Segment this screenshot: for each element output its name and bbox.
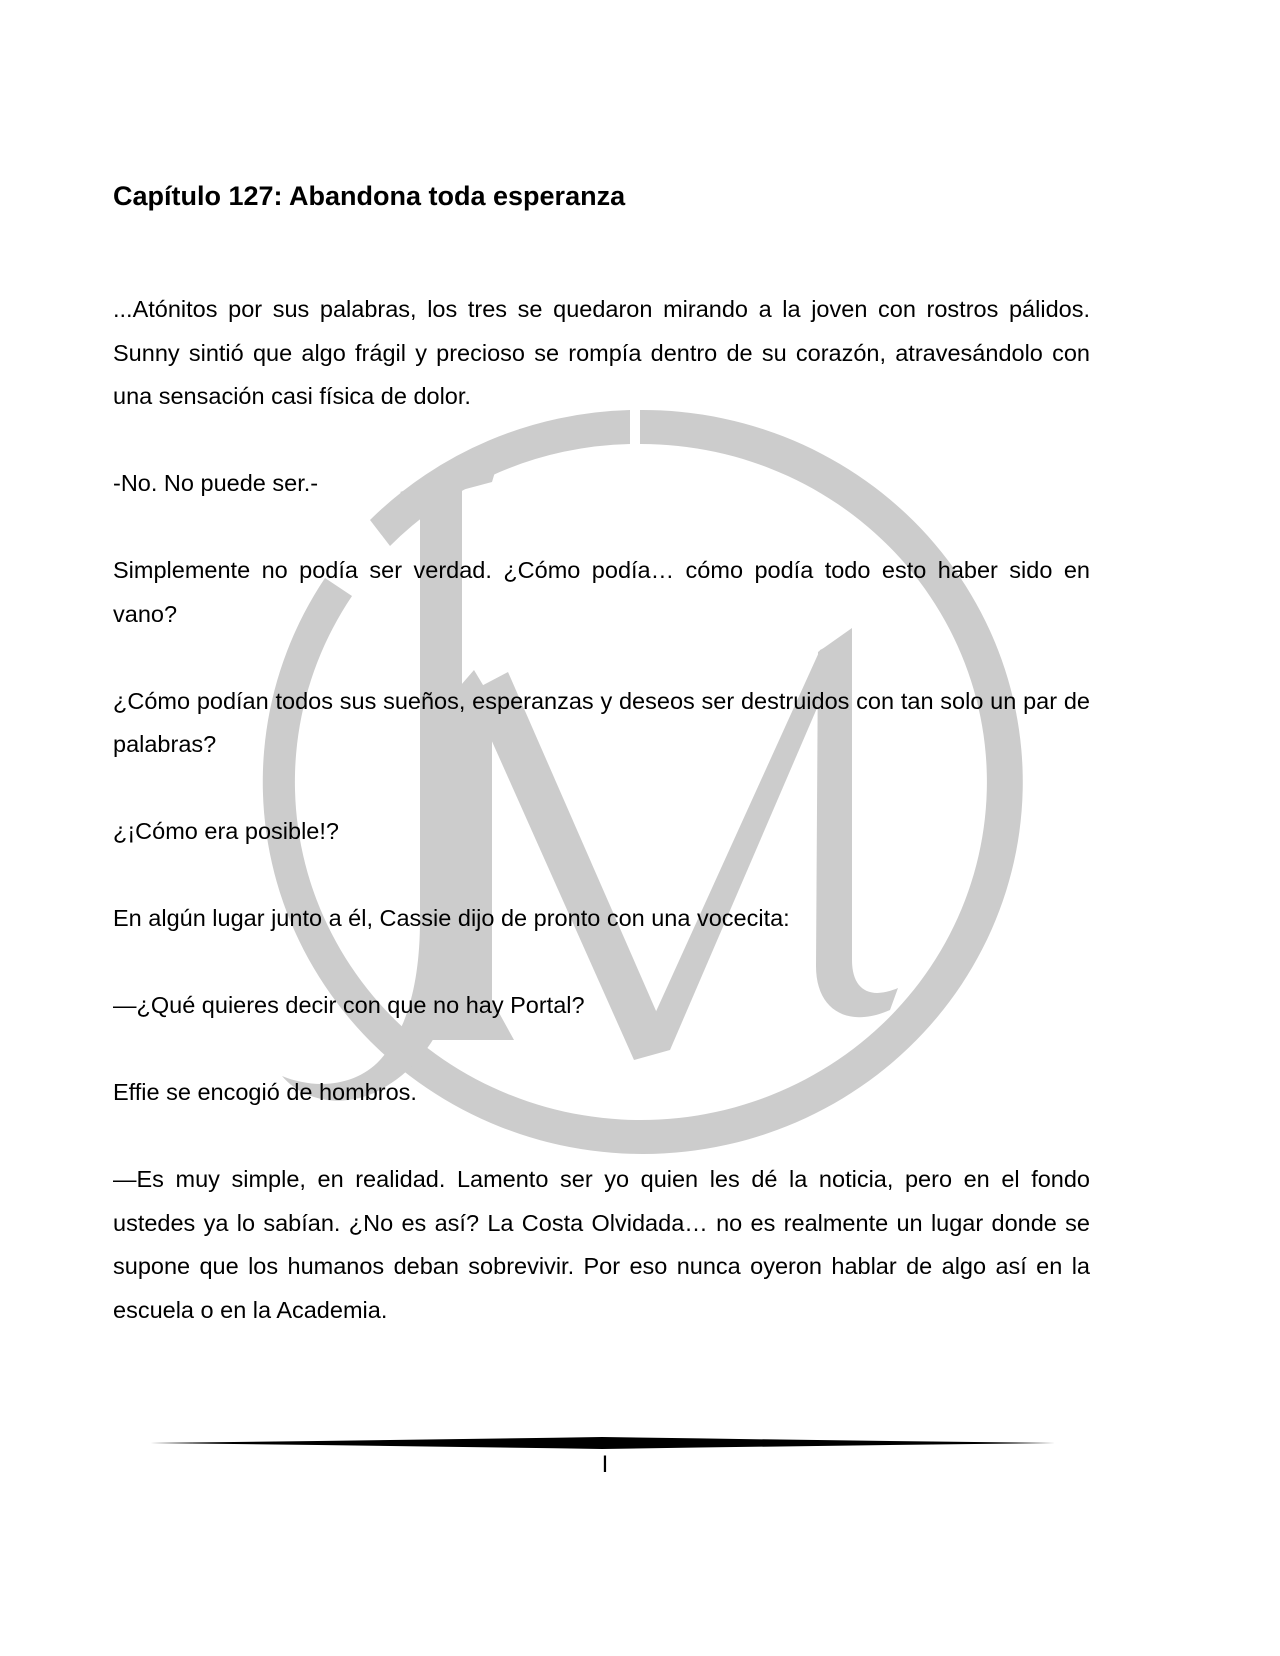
paragraph: ¿¡Cómo era posible!? <box>113 818 339 844</box>
paragraph: ¿Cómo podían todos sus sueños, esperanzas y deseos ser destruidos con tan solo un par de palabras? <box>113 687 1090 757</box>
paragraph: Simplemente no podía ser verdad. ¿Cómo podía… cómo podía todo esto haber sido en vano? <box>113 557 1090 627</box>
paragraph: En algún lugar junto a él, Cassie dijo de pronto con una vocecita: <box>113 905 790 931</box>
paragraph: ...Atónitos por sus palabras, los tres se quedaron mirando a la joven con rostros pálidos. Sunny sintió que algo frágil y precioso se rompía dentro de su corazón, atravesándolo con una sensación casi física de dolor. <box>113 296 1090 409</box>
chapter-content <box>113 170 1090 1376</box>
paragraph: —¿Qué quieres decir con que no hay Portal? <box>113 992 585 1018</box>
page-number: I <box>601 1451 609 1478</box>
paragraph: Effie se encogió de hombros. <box>113 1079 417 1105</box>
chapter-title: Capítulo 127: Abandona toda esperanza <box>113 181 626 211</box>
paragraph: -No. No puede ser.- <box>113 470 319 496</box>
paragraph: —Es muy simple, en realidad. Lamento ser yo quien les dé la noticia, pero en el fondo ustedes ya lo sabían. ¿No es así? La Costa Olvidada… no es realmente un lugar donde se supone que los humanos deban sobrevivir. Por eso nunca oyeron hablar de algo así en la escuela o en la Academia. <box>113 1166 1090 1323</box>
